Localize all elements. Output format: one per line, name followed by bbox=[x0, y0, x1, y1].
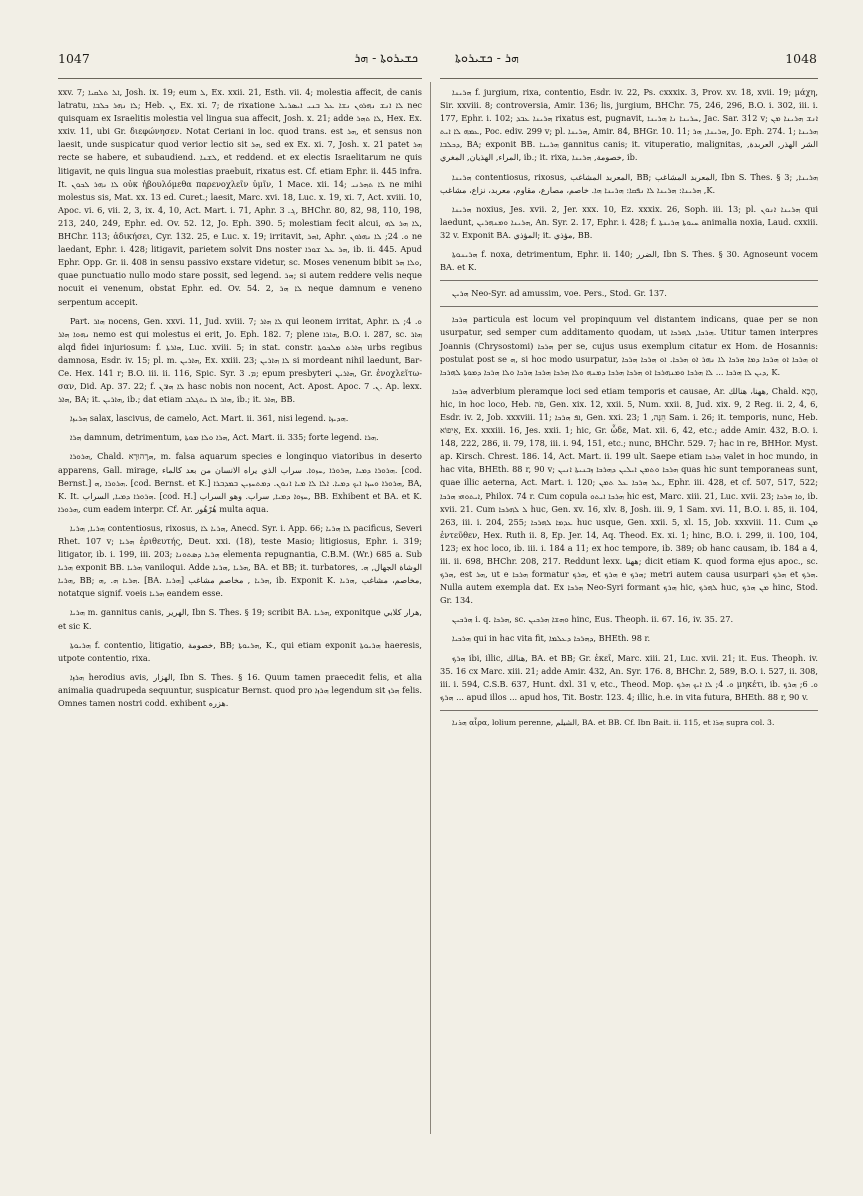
entry-paragraph: ܗܪܝܘܬܐ f. contentio, litigatio, خصومة, BB; ܗܪܝܘܬܐ, K., qui etiam exponit ܗܪܝܘܬܐ haeresis, utpote contentio, rixa. bbox=[58, 639, 422, 663]
header-rule-right bbox=[440, 78, 818, 79]
right-running-head: ܗܪ - ܟܫܝܪܘܬܐ bbox=[455, 50, 519, 65]
column-divider bbox=[430, 82, 431, 1134]
entry-paragraph: ܗܪܟ ibi, illic, هنالك, BA. et BB; Gr. ἐκεῖ, Marc. xiii. 21, Luc. xvii. 21; it. Eus. Theoph. iv. 35. 16 cx Marc. xiii. 21; adde Amir. 432, An. Syr. 176. 8, BHChr. 2, 589, B.O. i. 527, ii. 308, iii. i. 594, C.S.B. 637, Hunt. dxl. 31 v, etc., Theod. Mop. ܘ. 4; ܠܐ ܐܝܟ ܗܪܟ μηκέτι, ib. ܘ. 6; ܗܪܟ ... ܗܪܟ apud illos ... apud hos, Tit. Bostr. 123. 4; illic, h.e. in vita futura, BHEth. 88 r, 90 v. bbox=[440, 652, 818, 702]
section-rule bbox=[440, 306, 818, 307]
left-column bbox=[58, 86, 422, 716]
right-page-header bbox=[455, 48, 817, 68]
footnote-rule bbox=[440, 710, 818, 711]
entry-paragraph: Part. ܗܐܪ nocens, Gen. xxvi. 11, Jud. xviii. 7; ܠܐ ܗܐܪ qui leonem irritat, Aphr. ܘ. 4; ܠܐ ܢܗܘܐ ܗܐܪ nemo est qui molestus ei erit, Jo. Eph. 182. 7; plene ܗܐܪܐ, B.O. i. 287, sc. ܗܐܪ alqd fidei injuriosum: f. ܗܐܪܬܐ, Luc. xviii. 5; in stat. constr. ܗܐܪܬ ܡܠܟܘܬܐ urbs regibus damnosa, Esdr. iv. 15; pl. m. ܗܐܪܝܢ, Ex. xxiii. 23; ܠܐ ܗܐܪܝܢ si mordeant nihil laedunt, Bar-Ce. Hex. 141 r; B.O. iii. ii. 116, Spic. Syr. ܡ. 3; epum presbyteri ܗܐܪܝܢ, Gr. ἐνοχλεῖτω-σαν, Did. Ap. 37. 22; f. ܠܐ ܗܐܪܢ hasc nobis non nocent, Act. Apost. Apoc. ܢ. 7. Ap. lexx. ܗܐܪ, BA; it. ܗܐܪܝܢ, ib.; dat etiam ܗܐܪ ܠܐ ܝܬܓܠܒ, ib.; it. ܗܐܪ, BB. bbox=[58, 315, 423, 405]
entry-paragraph: ܗܪܝܙܐ salax, lascivus, de camelo, Act. Mart. ii. 361, nisi legend. ܗܕܝܙܐ. bbox=[70, 413, 349, 424]
entry-paragraph: ܗܪܘܪܐ, Chald. ܗַרְהוּרָא, m. falsa aquarum species e longinquo viatoribus in deserto apparens, Gall. mirage, ܗܪܘܪܐ ܕܡܝܐ ,ܗܪܘܪܐ ,ܚܙܘܐ. سراب الذي يراه الانسان من بعد كالماء. [cod. Bernst.] ܗܪܘܪܐ ,ܗ. [cod. Bernst. et K.] ܗܪܘܪܐ ܘܚܙܐ ܐܝܟ ܕܡܝܐ. ܐܠܐ ܠܐ ܡܝܐ ܐܢܘܢ. ܕܡܬܚܙܝܢ ܒܡܕܒܪܐ, BA, K. It. ܗܪܘܪܐ ܕܡܝܐ, السراب. [cod. H.] ܚܙܘܐ ܕܡܝܐ, سراب. وهو السراب, BB. Exhibent et BA. et K. ܗܪܘܪܐ, cum eadem interpr. Cf. Ar. هُرْهُور multa aqua. bbox=[58, 451, 423, 514]
right-column bbox=[440, 86, 818, 735]
entry-paragraph: ܗܪܝܐ, ܗܪܝܐ contentiosus, rixosus, ܗܪܝܐ ܠܐ, Anecd. Syr. i. App. 66; ܠܐ ܗܪܝܐ pacificus, Severi Rhet. 107 v; ܗܪܝܐ ἐριθευτής, Deut. xxi. (18), teste Masio; litigiosus, Ephr. i. 319; litigator, ib. i. 199, iii. 203; ܗܪܝܐ ܕܣܬܘܢܐ elementa repugnantia, C.B.M. (Wr.) 685 a. Sub ܗܪܝܐ exponit BB. ܗܪܝܐ vaniloqui. Adde ܗܪܝܐ ,ܗܪܝܐ, BA. et BB; it. turbatores, الوشاة الجهال, ܗ. ܗܪܝܐ, BB; ܗܪܝܐ ܗ. ,ܗ. [BA. ܗܪܝܐ] ܗܪܝܐ , مخاصم مشاغب, ib. Exponit K. مخاصم، مشاغب ,ܗܪܝܐ, notatque signif. voeis ܗܪܝܐ eandem esse. bbox=[58, 522, 423, 599]
left-page-number: 1047 bbox=[58, 50, 90, 66]
entry-paragraph: ܗܪܟܝܢ i. q. ܗܪܟܐ, sc. ܘܗܫܐ ܗܪܟܝܢ hinc, Eus. Theoph. ii. 67. 16, iv. 35. 27. bbox=[452, 614, 734, 625]
footnote: ܗܪܢܐ αἶρα, lolium perenne, الشيلم, BA. et BB. Cf. Ibn Bait. ii. 115, et ܗܪܐ supra col. 3. bbox=[452, 717, 775, 727]
left-running-head: ܟܫܝܪܘܬܐ - ܗܪ bbox=[354, 50, 418, 65]
entry-paragraph: ܗܪܟܝܐ qui in hac vita fit, ܕܗܪܟܐ ܕܥܠܡܐ, BHEth. 98 r. bbox=[452, 633, 651, 644]
section-rule bbox=[440, 280, 818, 281]
entry-paragraph: ܗܪܝܐ m. gannitus canis, الهرير, Ibn S. Thes. § 19; scribit BA. ܗܪܝܐ, exponitque هرار كلابي, et sic K. bbox=[58, 607, 422, 631]
left-page-header bbox=[58, 48, 418, 68]
entry-paragraph: ܗܪܟܐ adverbium pleramque loci sed etiam temporis et causae, Ar. ههنا، هنالك, Chald. הָכָא, hic, in hoc loco, Heb. פֹּה, Gen. xix. 12, xxii. 5, Num. xxii. 8, Jud. xix. 9, 2 Reg. ii. 2, 4, 6, Esdr. iv. 2, Job. xxxviii. 11; ܐܦ ܗܪܟܐ, Gen. xxi. 23; הֵנָּה, 1 Sam. i. 26; it. temporis, nunc, Heb. אֵיפוֹא, Ex. xxxiii. 16, Jes. xxii. 1; hic, Gr. ὧδε, Mat. xii. 6, 42, etc.; adde Amir. 432, B.O. i. 148, 222, 286, ii. 79, 178, iii. i. 94, 151, etc.; nunc, BHChr. 529. 7; hac in re, BHHor. Myst. ap. Kirsch. Chrest. 186. 14, Act. Mart. ii. 199 ult. Saepe etiam ܗܪܟܐ valet in hoc mundo, in hac vita, BHEth. 88 r, 90 v; ܗܪܟܐ ܘܬܡܢ ܐܝܠܝܢ ܕܗܪܟܐ ܙܒܢܝܬܐ ܐܢܝܢ quas hic sunt temporaneas sunt, quae illic aeterna, Act. Mart. i. 120; ܥܠ ܗܪܟܐ ܥܠ ܬܡܢ, Ephr. iii. 428, et cf. 507, 517, 522; ܐܝܬܘܗܝ ܗܪܟܐ, Philox. 74 r. Cum copula ܗܪܟܐ ܐܝܬܘ hic est, Marc. xiii. 21, Luc. xvii. 23; ܘܐ ܗܪܟܐ, ib. xvii. 21. Cum ܠ ܠܗܪܟܐ huc, Gen. xv. 16, xlv. 8, Josh. iii. 9, 1 Sam. xvi. 11, B.O. i. 85, ii. 104, 263, iii. i. 204, 255; ܥܕܡܐ ܠܗܪܟܐ huc usque, Gen. xxii. 5, xl. 15, Job. xxxviii. 11. Cum ܡܢ ἐντεῦθεν, Hex. Ruth ii. 8, Ep. Jer. 14, Aq. Theod. Ex. xi. 1; hinc, B.O. i. 299, ii. 100, 104, 123; ex hoc loco, ib. iii. i. 184 a 11; ex hoc tempore, ib. 389; ob hanc causam, ib. 184 a 4, iii. ii. 698, BHChr. 208, 217. Reddunt lexx. ههنا; dicit etiam K. quod forma ejus apoc., sc. ܗܪܟ, est ܗܪ, ut e ܗܪܟܐ formatur ܗܪܟ, et ܗܪܟ e ܗܪܟ; metri autem causa usurpari ܗܪܟ et ܗܪܟ. Nulla autem exempla dat. Ex ܗܪܟܐ Neo-Syri formant ܗܪܟ hic, ܠܗܪܟ huc, ܡܢ ܗܪܟ hinc, Stod. Gr. 134. bbox=[440, 385, 819, 606]
entry-paragraph: ܗܪܙܐ herodius avis, الهزار, Ibn S. Thes. § 16. Quum tamen praecedit felis, et alia animalia quadrupeda sequuntur, suspicatur Bernst. quod pro ܗܪܙܐ legendum sit ܗܪܙ felis. Omnes tamen nostri codd. exhibent هزره. bbox=[58, 671, 422, 709]
right-page-number: 1048 bbox=[785, 50, 817, 66]
entry-paragraph: xxv. 7; ܐܠ ܬܠܩܝܐ, Josh. ix. 19; eum ܠ, Ex. xxii. 21, Esth. vii. 4; molestia affecit, de canis latratu, ܠܐ ܢܗܪ ܟܠܒܐ; Heb. ܢ, Ex. xi. 7; de rixatione ܠܐ ܐܢܫ ܢܗܪܘܢ ܢܫܐ ܥܠ ܒܢܝ ܐܝܣܪܝܠ nec quisquam ex Israelitis molestia vel lingua sua affecit, Josh. x. 21; adde ܠܐ ܬܗܪ, Hex. Ex. xxiv. 11, ubi Gr. διεφώνησεν. Notat Ceriani in loc. quod trans. est ܗܪ, et sensus non laesit, unde suspicatur quod verior lectio sit ܗܪ, sed ex Ex. xi. 7, Josh. x. 21 patet ܗܪ recte se habere, et subaudiend. ܠܫܢܐ, et reddend. et ex electis Israelitarum ne quis litigavit, ne quis lingua sua molestias praebuit, rixatus est. Cf. etiam Ephr. ii. 445 infra. It. ܠܐ ܢܗܪ ܠܟܘܢ οὐκ ἠβουλόμεθα παρενοχλεῖν ὑμῖν, 1 Mace. xii. 14; ܠܐ ܬܗܪܢܝ ne mihi molestus sis, Mat. xx. 13 ed. Curet.; laesit, Marc. xvi. 18, Luc. x. 19, xi. 7, Act. xviii. 10, Apoc. vi. 6, vii. 2, 3, ix. 4, 10, Act. Mart. i. 71, Aphr. ܓ. 3, BHChr. 80, 82, 98, 110, 198, 213, 240, 249, Ephr. ed. Ov. 52. 12, Jo. Eph. 390. 5; molestiam fecit alcui, ܠܐ ܗܪ ܠܗ, BHChr. 113; ἀδικήσει, Cyr. 132. 25, e Luc. x. 19; irritavit, ܐܗܪ, Aphr. ܘ. 24; ܠܐ ܢܗܪܘܢ ne laedant, Ephr. i. 428; litigavit, parietem solvit Dns noster ܗܪ ܥܠ ܫܘܪܐ, ib. ii. 445. Apud Ephr. Opp. Gr. ii. 408 in sensu passivo exstare videtur, sc. Moses venenum bibit ܘܠܐ ܗܪ, quae punctuatio nullo modo stare possit, sed legend. ܗܪ; si autem reddere velis neque nocuit ei venenum, obstat Ephr. ed. Ov. 54. 2, ܠܐ ܗܪ neque damnum e veneno serpentum accepit. bbox=[58, 87, 423, 307]
entry-paragraph: ܗܪܝܢܘܬܐ f. noxa, detrimentum, Ephr. ii. 140; الضرر, Ibn S. Thes. § 30. Agnoseunt vocem BA. et K. bbox=[440, 249, 818, 273]
entry-paragraph: ܗܪܟܐ particula est locum vel propinquum vel distantem indicans, quae per se non usurpatur, sed semper cum additamento quodam, ut ܗܪܟܐ, ܠܗܪܟܐ. Utitur tamen interpres Joannis (Chrysostomi) ܗܪܟܐ per se, cujus usus exemplum citatur ex Hom. de Hosannis: postulat post se ܗ, si hoc modo usurpatur, ܐܘ ܗܪܟܐ ܐܘ ܗܪܟܐ ܕܡܐ ܗܪܟܐ ܠܐ ܢܗܪ ܐܘ ܗܪܟܐ. ܐܘ ܗܪܟܐ ܗܪܟܐ ܕܝܢ ܠܐ ܗܪܟܐ ... ܠܐ ܗܪܟܐ ܘܡܢܗܪܟܐ ܐܘ ܗܪܟܐ ܗܪܟܐ ܕܡܢܗ ܘܠܐ ܗܪܟܐ ܗܪܟܐ ܗܪܟܐ ܘܠܐ ܗܪܟܐ ܕܡܘܬܐ ܠܗܪܟܐ, K. bbox=[440, 314, 818, 377]
entry-paragraph: ܗܪܝܢ Neo-Syr. ad amussim, voe. Pers., Stod. Gr. 137. bbox=[452, 288, 667, 299]
entry-paragraph: ܗܪܝܢܐ contentiosus, rixosus, المعربد المشاغب, BB; المعربد المشاغب, Ibn S. Thes. § 3; ܗܪܝܢܐ, ܗܪܝܢܐ: ܗܪܝܢܐ ܠܐ ܢܦܩܐ: ܗܪܝܢܐ ܗܐ. خاصم، مصارع، مقاوم، معربد، نزاع، مشاغب ,K. bbox=[440, 171, 818, 195]
entry-paragraph: ܗܪܝܢܐ noxius, Jes. xvii. 2, Jer. xxx. 10, Ez. xxxix. 26, Soph. iii. 13; pl. ܗܪܝܢܐ ܐܢܘܢ qui laedunt, ܗܪܝܢܐ ܘܡܢܗܪܝܢ, An. Syr. 2. 17, Ephr. i. 428; f. ܚܝܘܬܐ ܗܪܝܢܬܐ animalia noxia, Laud. cxxiii. 32 v. Exponit BA. المؤذي; it. مؤذي, BB. bbox=[440, 203, 818, 240]
entry-paragraph: ܗܪܝܢܐ f. jurgium, rixa, contentio, Esdr. iv. 22, Ps. cxxxix. 3, Prov. xv. 18, xvii. 19; μάχη, Sir. xxviii. 8; controversia, Amir. 136; lis, jurgium, BHChr. 75, 246, 296, B.O. i. 302, iii. i. 177, Ephr. i. 102; ܗܪܝܢܐ ܥܒܕ rixatus est, pugnavit, ܚܪܝܢܐ ܢܐ ܗܪܝܢܐ, Jac. Sar. 312 v; ܐܢܫ ܗܪܝܢܐ ܡܢ ܥܡܗ ܠܐ ܐܝܬ, Poc. ediv. 299 v; pl. ܗܪܝܢܐ, Amir. 84, BHGr. 10. 11; ܗܪܝܢܐ, ܗܪ, Jo. Eph. 274. 1; ܗܪܝܢܐ ܕܟܠܒܐ, BA; exponit BB. ܗܪܝܢܐ gannitus canis; it. vituperatio, malignitas, الشر الهذر, العربدة, المراء, الهذيان, المغري, ib.; it. rixa, خصومة, ܗܪܝܢܐ, ib. bbox=[440, 87, 818, 163]
entry-paragraph: ܗܪܐ damnum, detrimentum, ܗܪܐ ܘܠܐ ܡܘܬܐ, Act. Mart. ii. 335; forte legend. ܗܪܐ. bbox=[70, 432, 379, 443]
header-rule-left bbox=[58, 78, 422, 79]
